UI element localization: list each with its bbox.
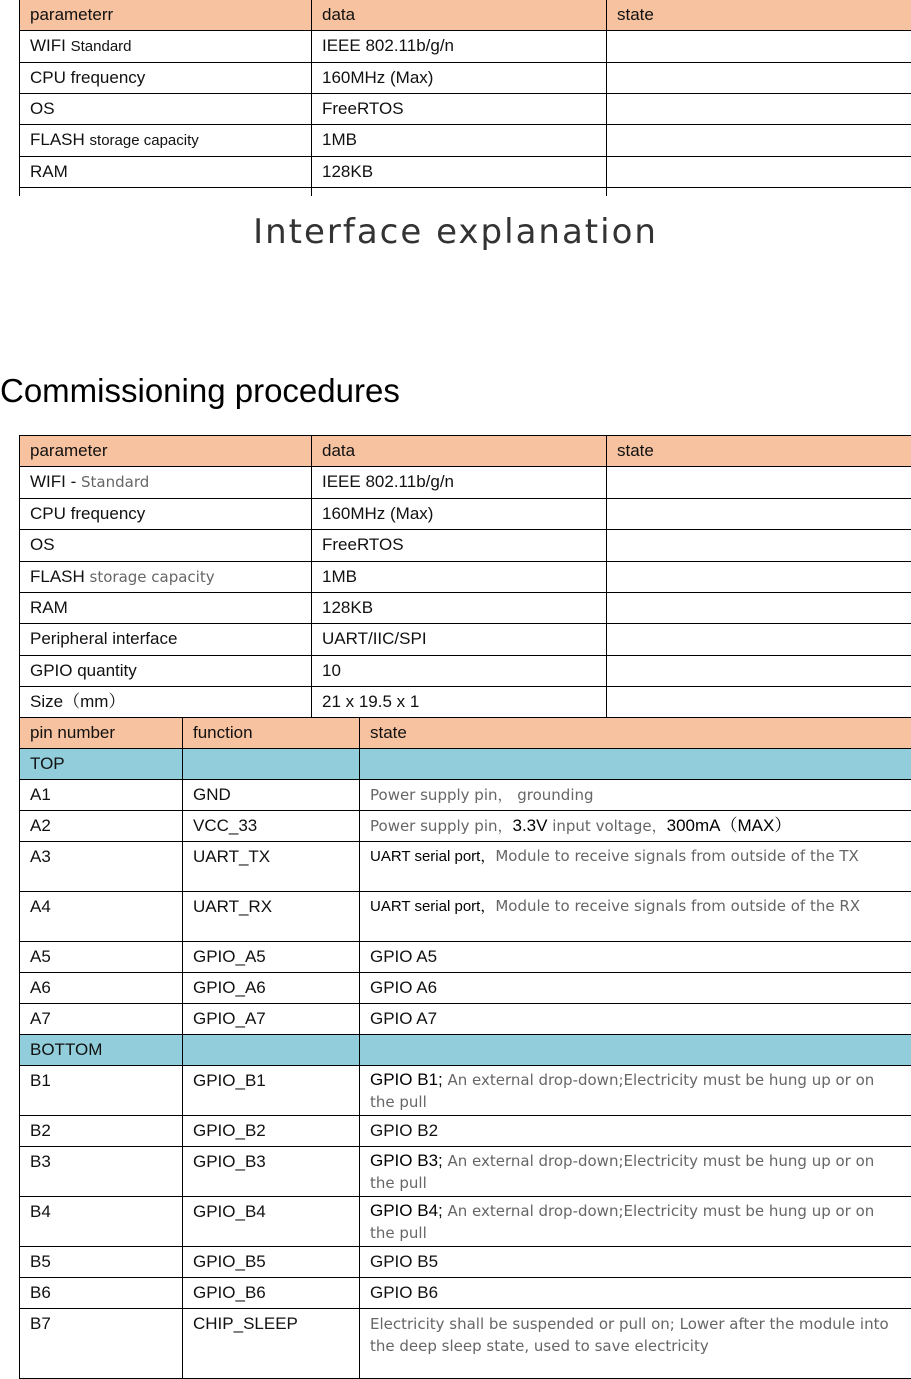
- param-cell: OS: [20, 94, 312, 125]
- state-cell: [607, 63, 911, 94]
- data-cell: FreeRTOS: [312, 94, 607, 125]
- function-cell: GPIO_A6: [183, 973, 360, 1004]
- function-cell: GPIO_B6: [183, 1278, 360, 1309]
- param-note: Standard: [71, 38, 132, 55]
- state-current: 300mA（MAX）: [667, 816, 792, 835]
- state-label: GPIO B1;: [370, 1070, 443, 1089]
- state-cell: [607, 561, 911, 592]
- state-label: GPIO B3;: [370, 1151, 443, 1170]
- state-cell: [607, 655, 911, 686]
- pin-cell: A1: [20, 780, 183, 811]
- function-cell: GPIO_B1: [183, 1066, 360, 1116]
- cut-cell: [20, 188, 312, 196]
- header-pin-number: pin number: [20, 718, 183, 749]
- state-cell: [607, 125, 911, 157]
- state-text: Module to receive signals from outside of the TX: [495, 847, 858, 865]
- param-cell: [20, 31, 312, 63]
- section-label: TOP: [20, 749, 183, 780]
- state-cell: [607, 624, 911, 655]
- table-row-cut: [20, 188, 911, 196]
- data-cell: 160MHz (Max): [312, 63, 607, 94]
- header-state: state: [607, 0, 911, 31]
- state-text: Electricity shall be suspended or pull on; Lower after the module into the deep sleep state, used to save electricity: [370, 1315, 889, 1355]
- data-cell: 1MB: [312, 125, 607, 157]
- pin-cell: B4: [20, 1197, 183, 1247]
- cut-cell: [312, 188, 607, 196]
- table-row: [20, 687, 911, 718]
- pin-cell: A6: [20, 973, 183, 1004]
- state-cell: [360, 1147, 911, 1197]
- table-row: [20, 973, 911, 1004]
- state-cell: [360, 811, 911, 842]
- pin-cell: B2: [20, 1116, 183, 1147]
- section-title: Interface explanation: [0, 212, 911, 252]
- param-cell: RAM: [20, 157, 312, 188]
- table-header-row: [20, 0, 911, 31]
- table-row: [20, 1278, 911, 1309]
- table-row: [20, 561, 911, 592]
- state-cell: [607, 94, 911, 125]
- table-row: [20, 624, 911, 655]
- param-cell: CPU frequency: [20, 498, 312, 529]
- commissioning-title: Commissioning procedures: [0, 372, 400, 410]
- table-row: [20, 1309, 911, 1379]
- param-label: WIFI -: [30, 472, 76, 491]
- table-row: [20, 655, 911, 686]
- state-cell: [607, 498, 911, 529]
- cut-cell: [607, 188, 911, 196]
- state-voltage: 3.3V: [513, 816, 548, 835]
- function-cell: GPIO_B3: [183, 1147, 360, 1197]
- table-row: [20, 942, 911, 973]
- function-cell: GPIO_A5: [183, 942, 360, 973]
- param-cell: Size（mm）: [20, 687, 312, 718]
- state-cell: [607, 467, 911, 498]
- param-cell: RAM: [20, 592, 312, 623]
- table-row: [20, 811, 911, 842]
- table-row: [20, 63, 911, 94]
- pin-cell: B5: [20, 1247, 183, 1278]
- pin-cell: A3: [20, 842, 183, 892]
- pin-table: [19, 717, 911, 1379]
- pin-cell: B1: [20, 1066, 183, 1116]
- section-empty: [360, 749, 911, 780]
- function-cell: GPIO_B2: [183, 1116, 360, 1147]
- data-cell: IEEE 802.11b/g/n: [312, 467, 607, 498]
- state-cell: [360, 842, 911, 892]
- state-cell: [607, 31, 911, 63]
- state-cell: [360, 780, 911, 811]
- function-cell: VCC_33: [183, 811, 360, 842]
- param-note: storage capacity: [90, 132, 199, 149]
- table-row: [20, 1066, 911, 1116]
- param-cell: [20, 561, 312, 592]
- state-text: input voltage，: [552, 817, 666, 835]
- table-row: [20, 94, 911, 125]
- table-row: [20, 592, 911, 623]
- param-cell: [20, 125, 312, 157]
- state-cell: GPIO A6: [360, 973, 911, 1004]
- state-cell: GPIO A7: [360, 1004, 911, 1035]
- pin-cell: B7: [20, 1309, 183, 1379]
- header-parameter: parameterr: [20, 0, 312, 31]
- section-label: BOTTOM: [20, 1035, 183, 1066]
- section-empty: [183, 749, 360, 780]
- state-text: An external drop-down;Electricity must be hung up or on the pull: [370, 1071, 874, 1111]
- data-cell: 1MB: [312, 561, 607, 592]
- function-cell: UART_RX: [183, 892, 360, 942]
- header-function: function: [183, 718, 360, 749]
- param-cell: Peripheral interface: [20, 624, 312, 655]
- state-cell: [607, 687, 911, 718]
- state-cell: GPIO B6: [360, 1278, 911, 1309]
- data-cell: 128KB: [312, 592, 607, 623]
- state-cell: [360, 1066, 911, 1116]
- state-cell: [360, 892, 911, 942]
- table-row: [20, 498, 911, 529]
- data-cell: 10: [312, 655, 607, 686]
- pin-cell: A2: [20, 811, 183, 842]
- table-row: [20, 125, 911, 157]
- pin-cell: A4: [20, 892, 183, 942]
- function-cell: GPIO_A7: [183, 1004, 360, 1035]
- table-row: [20, 157, 911, 188]
- table-row: [20, 842, 911, 892]
- state-label: UART serial port，: [370, 848, 495, 865]
- pin-cell: A7: [20, 1004, 183, 1035]
- param-note: storage capacity: [90, 568, 215, 586]
- data-cell: UART/IIC/SPI: [312, 624, 607, 655]
- function-cell: UART_TX: [183, 842, 360, 892]
- state-text: Power supply pin，: [370, 817, 513, 835]
- function-cell: CHIP_SLEEP: [183, 1309, 360, 1379]
- data-cell: 21 x 19.5 x 1: [312, 687, 607, 718]
- table-row: [20, 467, 911, 498]
- state-cell: GPIO A5: [360, 942, 911, 973]
- data-cell: FreeRTOS: [312, 530, 607, 561]
- parameter-table: [19, 435, 911, 719]
- state-text: An external drop-down;Electricity must be hung up or on the pull: [370, 1202, 874, 1242]
- state-cell: [360, 1197, 911, 1247]
- pin-cell: B6: [20, 1278, 183, 1309]
- param-cell: GPIO quantity: [20, 655, 312, 686]
- table-row: [20, 530, 911, 561]
- state-cell: [360, 1309, 911, 1379]
- state-cell: [607, 592, 911, 623]
- section-row-top: [20, 749, 911, 780]
- table-row: [20, 31, 911, 63]
- param-label: FLASH: [30, 130, 85, 149]
- state-label: UART serial port，: [370, 898, 495, 915]
- pin-cell: B3: [20, 1147, 183, 1197]
- param-note: Standard: [81, 473, 149, 491]
- table-row: [20, 1004, 911, 1035]
- section-empty: [360, 1035, 911, 1066]
- section-empty: [183, 1035, 360, 1066]
- param-label: FLASH: [30, 567, 85, 586]
- state-cell: [607, 157, 911, 188]
- data-cell: 128KB: [312, 157, 607, 188]
- table-header-row: [20, 436, 911, 467]
- state-text: An external drop-down;Electricity must be hung up or on the pull: [370, 1152, 874, 1192]
- state-text: Module to receive signals from outside of the RX: [495, 897, 860, 915]
- state-cell: [607, 530, 911, 561]
- table-row: [20, 780, 911, 811]
- table-header-row: [20, 718, 911, 749]
- param-cell: CPU frequency: [20, 63, 312, 94]
- function-cell: GPIO_B5: [183, 1247, 360, 1278]
- state-label: GPIO B4;: [370, 1201, 443, 1220]
- function-cell: GPIO_B4: [183, 1197, 360, 1247]
- state-cell: GPIO B2: [360, 1116, 911, 1147]
- param-cell: [20, 467, 312, 498]
- header-data: data: [312, 0, 607, 31]
- param-cell: OS: [20, 530, 312, 561]
- top-parameter-table: [19, 0, 911, 196]
- state-text: Power supply pin， grounding: [370, 786, 594, 804]
- state-cell: GPIO B5: [360, 1247, 911, 1278]
- table-row: [20, 1247, 911, 1278]
- table-row: [20, 1116, 911, 1147]
- header-state: state: [607, 436, 911, 467]
- function-cell: GND: [183, 780, 360, 811]
- data-cell: IEEE 802.11b/g/n: [312, 31, 607, 63]
- param-label: WIFI: [30, 36, 66, 55]
- pin-cell: A5: [20, 942, 183, 973]
- header-data: data: [312, 436, 607, 467]
- header-state: state: [360, 718, 911, 749]
- table-row: [20, 892, 911, 942]
- header-parameter: parameter: [20, 436, 312, 467]
- section-row-bottom: [20, 1035, 911, 1066]
- data-cell: 160MHz (Max): [312, 498, 607, 529]
- table-row: [20, 1197, 911, 1247]
- table-row: [20, 1147, 911, 1197]
